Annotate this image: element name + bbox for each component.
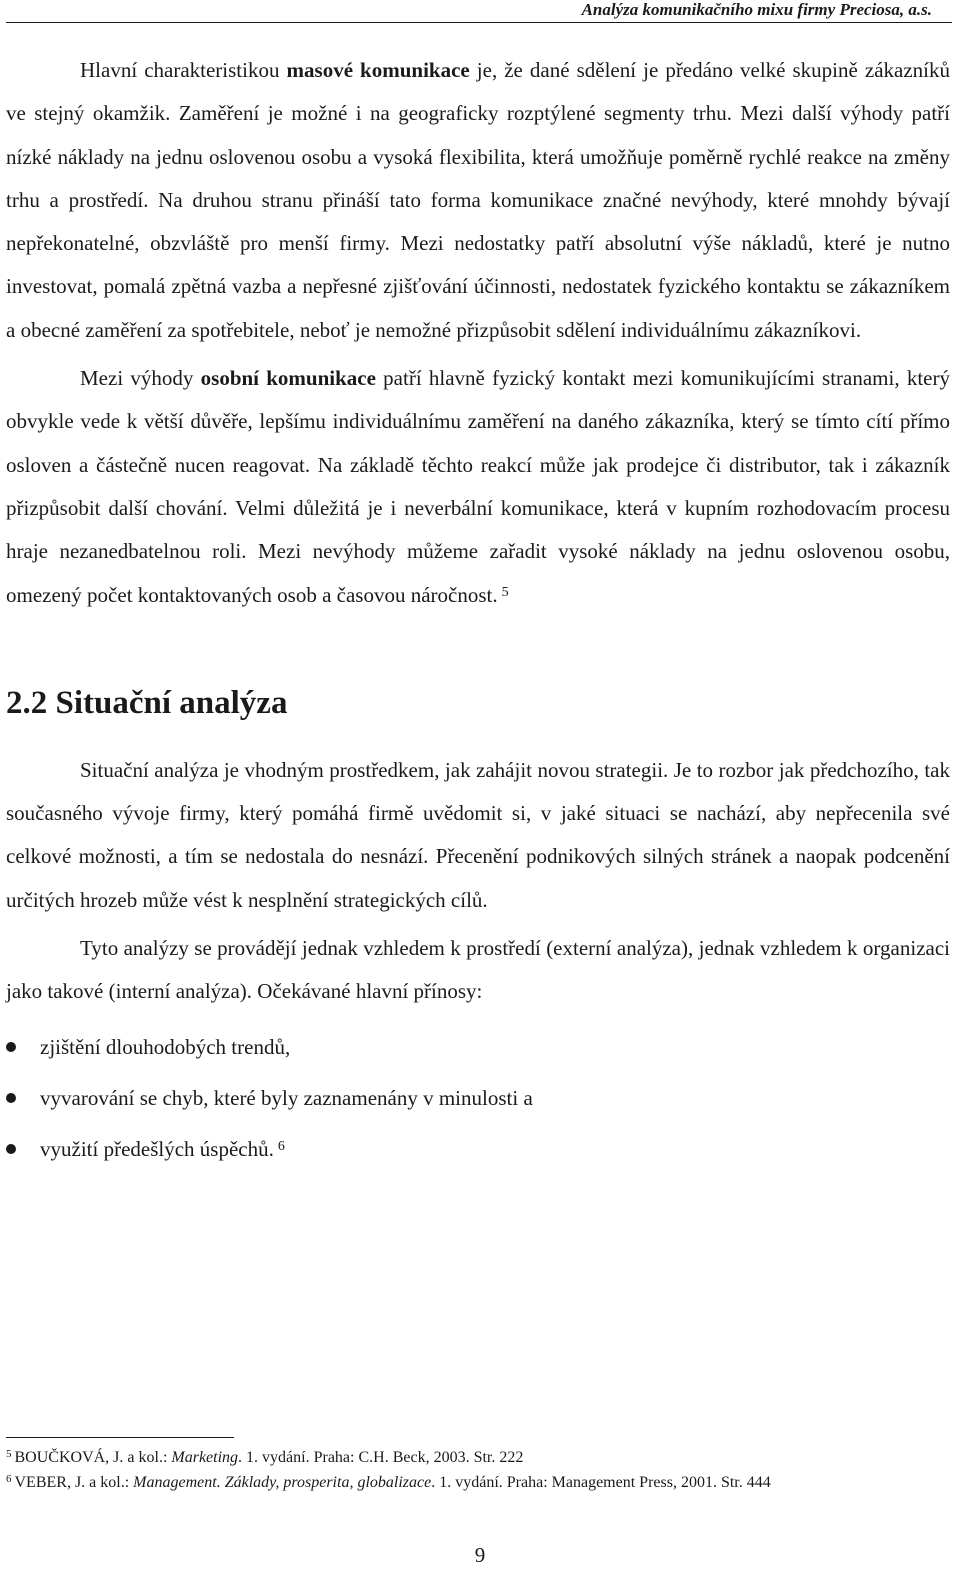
- footnote-rule: [6, 1437, 234, 1438]
- list-item: zjištění dlouhodobých trendů,: [6, 1022, 950, 1073]
- footnote-6: $^6$ VEBER, J. a kol.: Management. Základy, prosperita, globalizace. 1. vydání. Praha: Management Press, 2001. Str. 444: [6, 1473, 771, 1491]
- header-rule: [6, 22, 952, 23]
- section-heading: 2.2 Situační analýza: [6, 684, 288, 721]
- footnote-title: Management. Základy, prosperita, globalizace: [133, 1474, 432, 1491]
- paragraph-personal-communication: Mezi výhody osobní komunikace patří hlavně fyzický kontakt mezi komunikujícími stranami, který obvykle vede k větší důvěře, lepšímu individuálnímu zaměření na daného zákazníka, který se tímto cítí přímo osloven a částečně nucen reagovat. Na základě těchto reakcí může jak prodejce či distributor, tak i zákazník přizpůsobit další chování. Velmi důležitá je i neverbální komunikace, která v kupním rozhodovacím procesu hraje nezanedbatelnou roli. Mezi nevýhody můžeme zařadit vysoké náklady na jednu oslovenou osobu, omezený počet kontaktovaných osob a časovou náročnost. $^5$: [6, 366, 950, 607]
- running-header: Analýza komunikačního mixu firmy Preciosa, a.s.: [581, 0, 932, 19]
- footnote-ref-5[interactable]: 5: [501, 584, 509, 600]
- footnote-5: $^5$ BOUČKOVÁ, J. a kol.: Marketing. 1. vydání. Praha: C.H. Beck, 2003. Str. 222: [6, 1448, 524, 1466]
- footnote-title: Marketing: [171, 1449, 239, 1466]
- list-item: využití předešlých úspěchů. $^6$: [6, 1124, 950, 1178]
- term-mass-communication: masové komunikace: [286, 58, 470, 82]
- body-text: [6, 49, 950, 1178]
- page-number: 9: [474, 1543, 486, 1567]
- bullet-icon: [6, 1042, 16, 1052]
- benefits-list: [6, 1022, 950, 1178]
- term-personal-communication: osobní komunikace: [200, 366, 376, 391]
- paragraph-analysis-types: Tyto analýzy se provádějí jednak vzhledem k prostředí (externí analýza), jednak vzhledem k organizaci jako takové (interní analýza). Očekávané hlavní přínosy:: [6, 936, 950, 1004]
- paragraph-situational-analysis: Situační analýza je vhodným prostředkem, jak zahájit novou strategii. Je to rozbor jak předchozího, tak současného vývoje firmy, který pomáhá firmě uvědomit si, v jaké situaci se nachází, aby nepřecenila své celkové možnosti, a tím se nedostala do nesnází. Přecenění podnikových silných stránek a naopak podcenění určitých hrozeb může vést k nesplnění strategických cílů.: [6, 757, 950, 912]
- footnotes: [6, 1446, 950, 1496]
- bullet-icon: [6, 1093, 16, 1103]
- footnote-ref-6[interactable]: 6: [277, 1138, 285, 1154]
- bullet-icon: [6, 1144, 16, 1154]
- paragraph-mass-communication: Hlavní charakteristikou masové komunikace je, že dané sdělení je předáno velké skupině zákazníků ve stejný okamžik. Zaměření je možné i na geograficky rozptýlené segmenty trhu. Mezi další výhody patří nízké náklady na jednu oslovenou osobu a vysoká flexibilita, která umožňuje poměrně rychlé reakce na změny trhu a prostředí. Na druhou stranu přináší tato forma komunikace značné nevýhody, které mnohdy bývají nepřekonatelné, obzvláště pro menší firmy. Mezi nedostatky patří absolutní výše nákladů, které je nutno investovat, pomalá zpětná vazba a nepřesné zjišťování účinnosti, nedostatek fyzického kontaktu se zákazníkem a obecné zaměření za spotřebitele, neboť je nemožné přizpůsobit sdělení individuálnímu zákazníkovi.: [6, 58, 950, 342]
- list-item: vyvarování se chyb, které byly zaznamenány v minulosti a: [6, 1073, 950, 1124]
